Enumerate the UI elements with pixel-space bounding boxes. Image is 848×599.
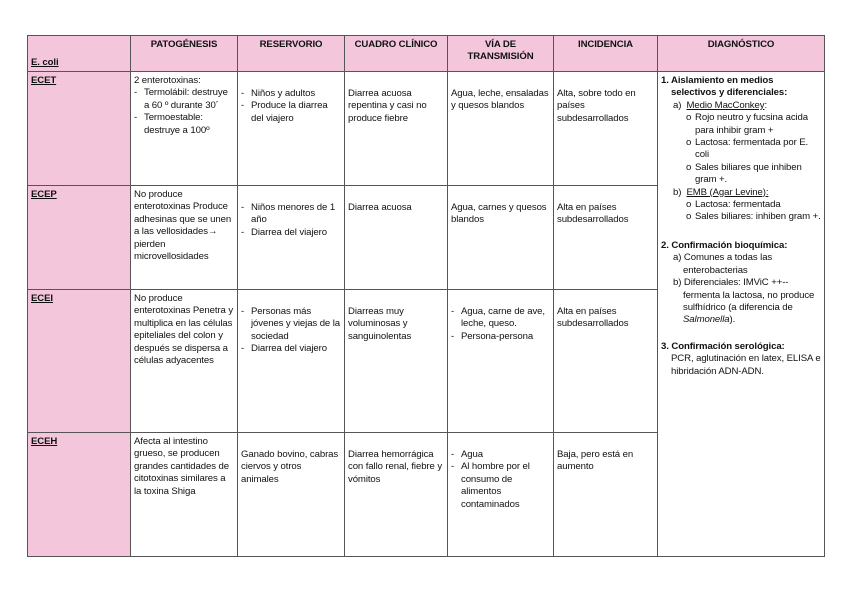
list-item: o Lactosa: fermentada xyxy=(661,199,821,211)
cell-patogenesis: No produce enterotoxinas Produce adhesinas que se unen a las vellosidades→ pierden microvellosidades xyxy=(131,186,238,290)
patogenesis-text: 2 enterotoxinas: xyxy=(134,75,201,86)
list-item: - Agua xyxy=(451,449,550,461)
list-item: - Termolábil: destruye a 60 º durante 30´ xyxy=(134,87,234,112)
list-item: - Agua, carne de ave, leche, queso. xyxy=(451,306,550,331)
cuadro-text: Diarreas muy voluminosas y sanguinolentas xyxy=(348,306,412,342)
reservorio-list xyxy=(241,306,341,356)
header-ecoli: E. coli xyxy=(28,36,131,72)
diag-text: PCR, aglutinación en latex, ELISA e hibridación ADN-ADN. xyxy=(671,353,821,377)
header-reservorio: RESERVORIO xyxy=(238,36,345,72)
cuadro-text: Diarrea hemorrágica con fallo renal, fiebre y vómitos xyxy=(348,449,443,485)
incidencia-text: Baja, pero está en aumento xyxy=(557,449,634,473)
cell-via xyxy=(448,290,554,433)
ecoli-summary-table xyxy=(27,35,825,557)
list-item: - Al hombre por el consumo de alimentos contaminados xyxy=(451,461,550,511)
cell-via xyxy=(448,72,554,186)
via-list xyxy=(451,449,550,511)
diag-section-3 xyxy=(661,341,821,378)
row-name-ecep: ECEP xyxy=(28,186,131,290)
cell-cuadro-clinico xyxy=(345,433,448,557)
list-item: - Diarrea del viajero xyxy=(241,343,341,355)
list-item: o Rojo neutro y fucsina acida para inhibir gram + xyxy=(661,112,821,137)
cell-cuadro-clinico xyxy=(345,290,448,433)
header-incidencia: INCIDENCIA xyxy=(554,36,658,72)
cuadro-text: Diarrea acuosa xyxy=(348,202,412,213)
list-item: - Niños menores de 1 año xyxy=(241,202,341,227)
cell-via xyxy=(448,186,554,290)
incidencia-text: Alta en países subdesarrollados xyxy=(557,306,629,330)
reservorio-text: Ganado bovino, cabras ciervos y otros animales xyxy=(241,449,339,485)
row-name-ecet: ECET xyxy=(28,72,131,186)
cell-incidencia xyxy=(554,186,658,290)
list-item: - Termoestable: destruye a 100º xyxy=(134,112,234,137)
list-item: - Persona-persona xyxy=(451,331,550,343)
diag-sub-b: b) EMB (Agar Levine): xyxy=(673,186,769,198)
header-row xyxy=(28,36,825,72)
cell-reservorio xyxy=(238,433,345,557)
diag-sub-a: a) Comunes a todas las enterobacterias xyxy=(673,252,773,276)
list-item: o Sales biliares que inhiben gram +. xyxy=(661,162,821,187)
cell-diagnostico xyxy=(658,72,825,557)
diag-title: 2. Confirmación bioquímica: xyxy=(661,239,788,251)
incidencia-text: Alta en países subdesarrollados xyxy=(557,202,629,226)
cell-via xyxy=(448,433,554,557)
diag-title: 3. Confirmación serológica: xyxy=(661,340,785,352)
header-patogenesis: PATOGÉNESIS xyxy=(131,36,238,72)
via-text: Agua, leche, ensaladas y quesos blandos xyxy=(451,88,549,112)
header-via-transmision: VÍA DE TRANSMISIÓN xyxy=(448,36,554,72)
cell-reservorio xyxy=(238,72,345,186)
incidencia-text: Alta, sobre todo en países subdesarrollados xyxy=(557,88,636,124)
patogenesis-list xyxy=(134,87,234,137)
row-name-ecei: ECEI xyxy=(28,290,131,433)
cuadro-text: Diarrea acuosa repentina y casi no produce fiebre xyxy=(348,88,427,124)
cell-patogenesis: No produce enterotoxinas Penetra y multiplica en las células epiteliales del colon y después se dispersa a células adyacentes xyxy=(131,290,238,433)
cell-incidencia xyxy=(554,433,658,557)
list-item: - Diarrea del viajero xyxy=(241,227,341,239)
cell-patogenesis xyxy=(131,72,238,186)
cell-reservorio xyxy=(238,186,345,290)
via-list xyxy=(451,306,550,343)
reservorio-list xyxy=(241,88,341,125)
table-row xyxy=(28,72,825,186)
diag-sub-a: a) Medio MacConkey: xyxy=(673,99,768,111)
cell-cuadro-clinico xyxy=(345,72,448,186)
diag-section-1 xyxy=(661,75,821,224)
cell-incidencia xyxy=(554,72,658,186)
diag-title: 1. Aislamiento en medios selectivos y diferenciales: xyxy=(661,75,788,99)
diag-section-2 xyxy=(661,240,821,327)
cell-patogenesis: Afecta al intestino grueso, se producen grandes cantidades de citotoxinas similares a la toxina Shiga xyxy=(131,433,238,557)
list-item: o Lactosa: fermentada por E. coli xyxy=(661,137,821,162)
list-item: - Niños y adultos xyxy=(241,88,341,100)
cell-incidencia xyxy=(554,290,658,433)
reservorio-list xyxy=(241,202,341,239)
list-item: - Personas más jóvenes y viejas de la sociedad xyxy=(241,306,341,343)
list-item: - Produce la diarrea del viajero xyxy=(241,100,341,125)
list-item: o Sales biliares: inhiben gram +. xyxy=(661,211,821,223)
header-cuadro-clinico: CUADRO CLÍNICO xyxy=(345,36,448,72)
row-name-eceh: ECEH xyxy=(28,433,131,557)
via-text: Agua, carnes y quesos blandos xyxy=(451,202,547,226)
cell-reservorio xyxy=(238,290,345,433)
header-diagnostico: DIAGNÓSTICO xyxy=(658,36,825,72)
cell-cuadro-clinico xyxy=(345,186,448,290)
diag-sub-b: b) Diferenciales: IMViC ++-- fermenta la lactosa, no produce sulfhídrico (a diferencia de Salmonella). xyxy=(673,277,815,326)
